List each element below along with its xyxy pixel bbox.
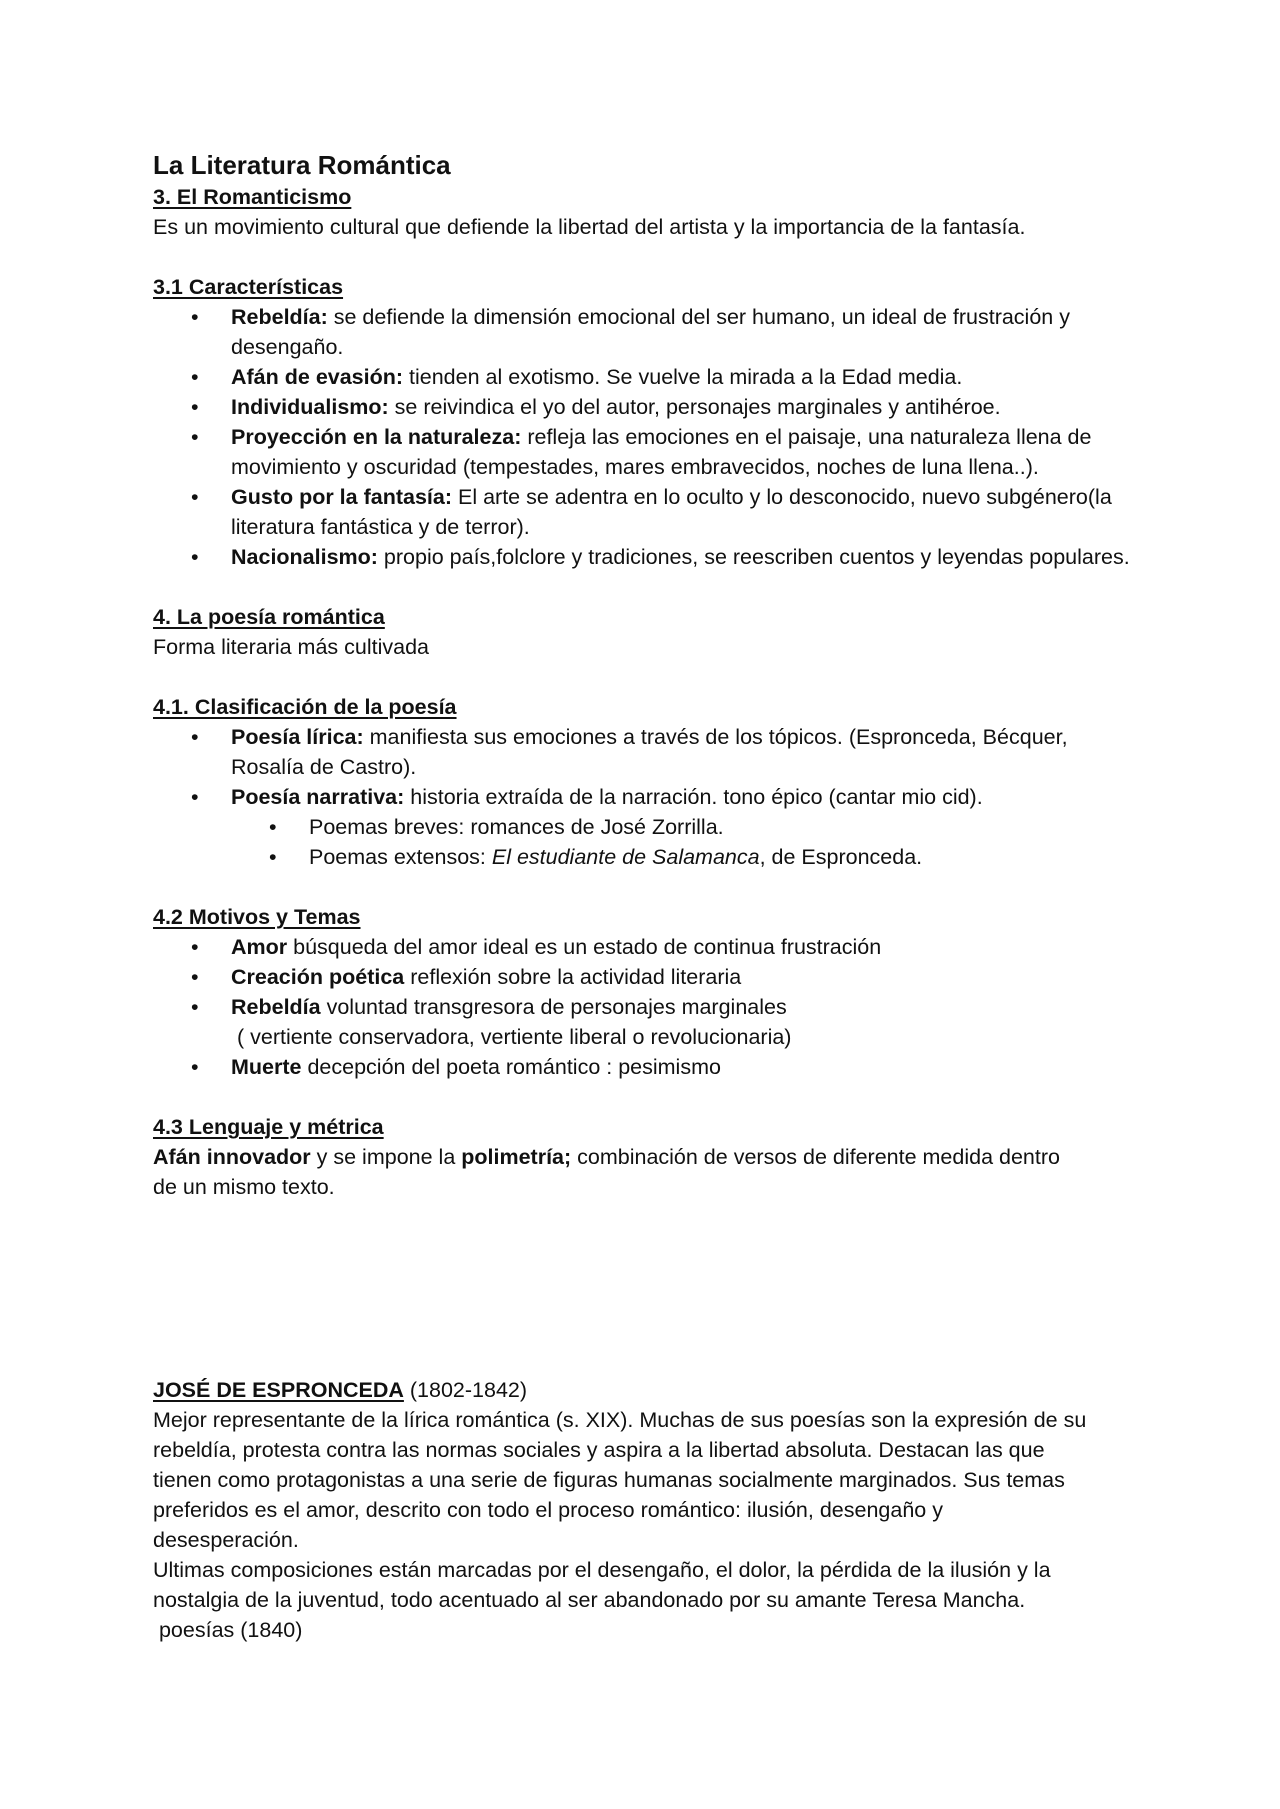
item-text: tienden al exotismo. Se vuelve la mirada a la Edad media. — [403, 365, 963, 389]
term: Rebeldía: — [231, 305, 328, 329]
item-text-cont: desengaño. — [231, 335, 344, 359]
list-item — [153, 782, 1213, 812]
term: Poesía narrativa: — [231, 785, 405, 809]
heading-romanticismo: 3. El Romanticismo — [153, 185, 352, 209]
term: Afán innovador — [153, 1145, 311, 1169]
clasificacion-list — [153, 722, 1213, 872]
bullet-icon: • — [191, 785, 199, 809]
list-item — [153, 962, 1213, 992]
item-text: El arte se adentra en lo oculto y lo desconocido, nuevo subgénero(la — [452, 485, 1112, 509]
heading-lenguaje-metrica: 4.3 Lenguaje y métrica — [153, 1115, 384, 1139]
item-text-cont: movimiento y oscuridad (tempestades, mares embravecidos, noches de luna llena..). — [231, 455, 1039, 479]
bullet-icon: • — [191, 935, 199, 959]
bullet-icon: • — [269, 815, 277, 839]
author-years: (1802-1842) — [403, 1378, 528, 1402]
item-text: se reivindica el yo del autor, personajes marginales y antihéroe. — [388, 395, 1001, 419]
bullet-icon: • — [191, 545, 199, 569]
bullet-icon: • — [191, 485, 199, 509]
term: Gusto por la fantasía: — [231, 485, 453, 509]
bullet-icon: • — [191, 305, 199, 329]
bio-line: nostalgia de la juventud, todo acentuado al ser abandonado por su amante Teresa Mancha. — [153, 1588, 1026, 1612]
list-item — [153, 992, 1213, 1052]
term: Afán de evasión: — [231, 365, 404, 389]
bio-line: Ultimas composiciones están marcadas por el desengaño, el dolor, la pérdida de la ilusión y la — [153, 1558, 1051, 1582]
list-item — [153, 542, 1213, 572]
bullet-icon: • — [191, 365, 199, 389]
romanticismo-text: Es un movimiento cultural que defiende la libertad del artista y la importancia de la fantasía. — [153, 215, 1026, 239]
term: Muerte — [231, 1055, 302, 1079]
bio-line: preferidos es el amor, descrito con todo el proceso romántico: ilusión, desengaño y — [153, 1498, 943, 1522]
item-text: reflexión sobre la actividad literaria — [404, 965, 742, 989]
term: Proyección en la naturaleza: — [231, 425, 522, 449]
bullet-icon: • — [191, 965, 199, 989]
item-text: decepción del poeta romántico : pesimismo — [301, 1055, 721, 1079]
item-text-cont: Rosalía de Castro). — [231, 755, 417, 779]
item-text: propio país,folclore y tradiciones, se reescriben cuentos y leyendas populares. — [377, 545, 1130, 569]
bullet-icon: • — [269, 845, 277, 869]
poesia-romantica-text: Forma literaria más cultivada — [153, 635, 430, 659]
item-text: refleja las emociones en el paisaje, una naturaleza llena de — [521, 425, 1092, 449]
item-text: historia extraída de la narración. tono épico (cantar mio cid). — [404, 785, 983, 809]
item-text-cont: ( vertiente conservadora, vertiente liberal o revolucionaria) — [231, 1025, 792, 1049]
text-line2: de un mismo texto. — [153, 1175, 335, 1199]
term: Amor — [231, 935, 288, 959]
list-item — [153, 392, 1213, 422]
bullet-icon: • — [191, 1055, 199, 1079]
item-text-prefix: Poemas extensos: — [309, 845, 492, 869]
text-mid: y se impone la — [310, 1145, 462, 1169]
bio-line: poesías (1840) — [153, 1618, 303, 1642]
bullet-icon: • — [191, 425, 199, 449]
document-page — [153, 148, 1213, 1645]
item-text-suffix: , de Espronceda. — [759, 845, 923, 869]
item-text: búsqueda del amor ideal es un estado de continua frustración — [287, 935, 882, 959]
term: Nacionalismo: — [231, 545, 378, 569]
bio-line: desesperación. — [153, 1528, 299, 1552]
text-rest: combinación de versos de diferente medida dentro — [571, 1145, 1060, 1169]
bullet-icon: • — [191, 995, 199, 1019]
term: polimetría; — [461, 1145, 572, 1169]
term: Poesía lírica: — [231, 725, 364, 749]
list-item — [153, 302, 1213, 362]
bullet-icon: • — [191, 395, 199, 419]
item-text: Poemas breves: romances de José Zorrilla. — [309, 815, 724, 839]
author-heading — [153, 1375, 1213, 1405]
list-item — [153, 362, 1213, 392]
bullet-icon: • — [191, 725, 199, 749]
term: Creación poética — [231, 965, 405, 989]
term: Rebeldía — [231, 995, 321, 1019]
book-title: El estudiante de Salamanca — [491, 845, 760, 869]
term: Individualismo: — [231, 395, 389, 419]
bio-line: Mejor representante de la lírica romántica (s. XIX). Muchas de sus poesías son la expresión de su — [153, 1408, 1087, 1432]
heading-caracteristicas: 3.1 Características — [153, 275, 344, 299]
caracteristicas-list — [153, 302, 1213, 572]
heading-clasificacion: 4.1. Clasificación de la poesía — [153, 695, 457, 719]
item-text: se defiende la dimensión emocional del ser humano, un ideal de frustración y — [327, 305, 1070, 329]
sub-list-item — [153, 812, 1213, 842]
list-item — [153, 722, 1213, 782]
motivos-list — [153, 932, 1213, 1082]
heading-motivos-temas: 4.2 Motivos y Temas — [153, 905, 361, 929]
bio-line: tienen como protagonistas a una serie de figuras humanas socialmente marginados. Sus temas — [153, 1468, 1065, 1492]
author-bio — [153, 1405, 1213, 1645]
item-text: manifiesta sus emociones a través de los tópicos. (Espronceda, Bécquer, — [363, 725, 1068, 749]
author-name: JOSÉ DE ESPRONCEDA — [153, 1378, 404, 1402]
bio-line: rebeldía, protesta contra las normas sociales y aspira a la libertad absoluta. Destacan las que — [153, 1438, 1045, 1462]
item-text: voluntad transgresora de personajes marginales — [320, 995, 787, 1019]
lenguaje-text — [153, 1142, 1213, 1202]
item-text-cont: literatura fantástica y de terror). — [231, 515, 530, 539]
list-item — [153, 482, 1213, 542]
list-item — [153, 1052, 1213, 1082]
sub-list-item — [153, 842, 1213, 872]
list-item — [153, 422, 1213, 482]
list-item — [153, 932, 1213, 962]
heading-poesia-romantica: 4. La poesía romántica — [153, 605, 385, 629]
document-title: La Literatura Romántica — [153, 150, 451, 180]
